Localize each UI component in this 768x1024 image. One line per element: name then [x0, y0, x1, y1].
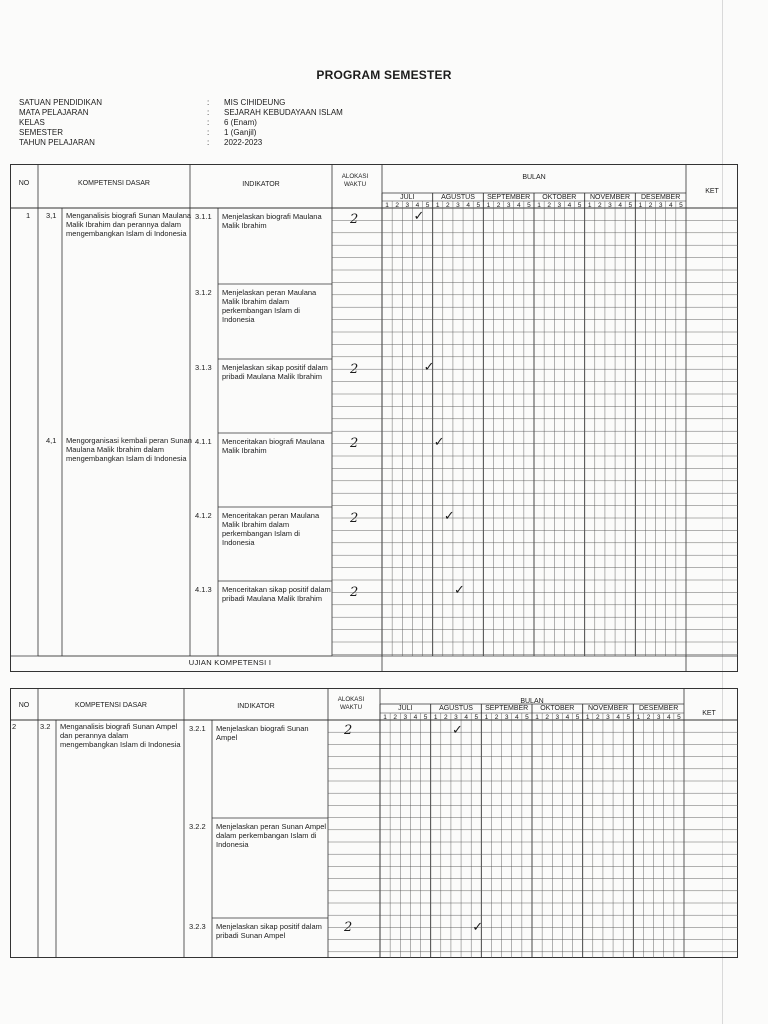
meta-colon: :: [207, 108, 210, 117]
week-number: 1: [537, 202, 541, 209]
alokasi-value: 2: [350, 511, 359, 526]
month-header: NOVEMBER: [589, 194, 631, 201]
meta-label: MATA PELAJARAN: [19, 108, 89, 117]
week-number: 1: [484, 714, 489, 721]
indikator-code: 4.1.3: [195, 585, 212, 594]
alokasi-value: 2: [344, 920, 353, 935]
week-number: 1: [383, 714, 387, 721]
indikator-code: 4.1.1: [195, 437, 212, 446]
week-number: 3: [405, 202, 410, 209]
week-number: 3: [656, 714, 661, 721]
week-number: 2: [648, 202, 653, 209]
week-number: 4: [514, 714, 519, 721]
alokasi-value: 2: [344, 723, 353, 738]
meta-value: 1 (Ganjil): [224, 128, 257, 137]
schedule-checkmark: ✓: [423, 360, 435, 375]
table-1-grid: [10, 164, 738, 672]
indikator-code: 4.1.2: [195, 511, 212, 520]
header-indikator: INDIKATOR: [242, 181, 280, 188]
week-number: 2: [393, 714, 397, 721]
header-kompetensi-dasar: KOMPETENSI DASAR: [75, 702, 147, 709]
week-number: 2: [395, 202, 399, 209]
week-number: 5: [525, 714, 529, 721]
week-number: 5: [425, 202, 430, 209]
month-header: JULI: [400, 194, 415, 201]
week-number: 2: [446, 202, 450, 209]
meta-label: KELAS: [19, 118, 45, 127]
week-number: 2: [596, 714, 600, 721]
week-number: 3: [555, 714, 560, 721]
week-number: 3: [504, 714, 509, 721]
kd-code: 3.2: [40, 722, 51, 731]
alokasi-value: 2: [350, 362, 359, 377]
week-number: 5: [679, 202, 683, 209]
indikator-text: Menjelaskan biografi Sunan Ampel: [216, 724, 309, 742]
ujian-kompetensi-label: UJIAN KOMPETENSI I: [188, 658, 272, 667]
indikator-code: 3.2.1: [189, 724, 206, 733]
week-number: 5: [476, 202, 481, 209]
week-number: 1: [435, 202, 440, 209]
header-kompetensi-dasar: KOMPETENSI DASAR: [78, 180, 150, 187]
week-number: 1: [486, 202, 491, 209]
meta-value: MIS CIHIDEUNG: [224, 98, 286, 107]
month-header: AGUSTUS: [439, 705, 473, 712]
schedule-checkmark: ✓: [472, 920, 484, 935]
indikator-text: Menjelaskan sikap positif dalam pribadi Sunan Ampel: [216, 922, 322, 940]
header-ket: KET: [702, 710, 716, 717]
week-number: 4: [516, 202, 521, 209]
indikator-text: Menjelaskan peran Maulana Malik Ibrahim dalam perkembangan Islam di Indonesia: [222, 288, 317, 324]
meta-colon: :: [207, 138, 210, 147]
month-header: DESEMBER: [641, 194, 681, 201]
kd-code: 3,1: [46, 211, 57, 220]
indikator-code: 3.2.2: [189, 822, 206, 831]
indikator-code: 3.2.3: [189, 922, 206, 931]
header-indikator: INDIKATOR: [237, 703, 275, 710]
week-number: 4: [413, 714, 418, 721]
indikator-code: 3.1.1: [195, 212, 212, 221]
week-number: 5: [575, 714, 580, 721]
row-number: 2: [12, 722, 17, 731]
week-number: 2: [494, 714, 499, 721]
header-ket: KET: [705, 188, 719, 195]
week-number: 3: [454, 714, 458, 721]
week-number: 4: [668, 202, 673, 209]
week-number: 1: [535, 714, 539, 721]
month-header: JULI: [398, 705, 413, 712]
week-number: 4: [415, 202, 420, 209]
week-number: 1: [638, 202, 643, 209]
week-number: 4: [466, 202, 470, 209]
month-header: DESEMBER: [639, 705, 679, 712]
row-number: 1: [26, 211, 31, 220]
indikator-text: Menceritakan biografi Maulana Malik Ibrahim: [222, 437, 325, 455]
alokasi-value: 2: [350, 436, 359, 451]
week-number: 3: [456, 202, 460, 209]
month-header: OKTOBER: [542, 194, 577, 201]
week-number: 3: [658, 202, 663, 209]
week-number: 5: [527, 202, 531, 209]
schedule-checkmark: ✓: [443, 509, 455, 524]
indikator-text: Menceritakan sikap positif dalam pribadi Maulana Malik Ibrahim: [222, 585, 331, 603]
header-alokasi-waktu: ALOKASI WAKTU: [341, 173, 369, 188]
week-number: 3: [557, 202, 562, 209]
program-table-2: [10, 688, 738, 958]
kd-text: Mengorganisasi kembali peran Sunan Maulana Malik Ibrahim dalam mengembangkan Islam di Indonesia: [66, 436, 192, 463]
week-number: 3: [606, 714, 610, 721]
week-number: 4: [616, 714, 620, 721]
schedule-checkmark: ✓: [433, 435, 445, 450]
meta-colon: :: [207, 118, 210, 127]
week-number: 2: [646, 714, 651, 721]
meta-label: SATUAN PENDIDIKAN: [19, 98, 102, 107]
schedule-checkmark: ✓: [413, 209, 425, 224]
header-bulan: BULAN: [522, 174, 546, 181]
alokasi-value: 2: [350, 212, 359, 227]
kd-text: Menganalisis biografi Sunan Maulana Malik Ibrahim dan perannya dalam mengembangkan Islam di Indonesia: [66, 211, 192, 238]
week-number: 2: [598, 202, 602, 209]
meta-label: SEMESTER: [19, 128, 64, 137]
month-header: OKTOBER: [540, 705, 575, 712]
week-number: 3: [608, 202, 612, 209]
week-number: 5: [577, 202, 582, 209]
month-header: SEPTEMBER: [485, 705, 529, 712]
week-number: 4: [567, 202, 572, 209]
header-bulan: BULAN: [520, 698, 544, 705]
kd-text: Menganalisis biografi Sunan Ampel dan perannya dalam mengembangkan Islam di Indonesia: [60, 722, 181, 749]
week-number: 4: [618, 202, 622, 209]
schedule-checkmark: ✓: [452, 723, 463, 738]
week-number: 4: [666, 714, 671, 721]
meta-value: SEJARAH KEBUDAYAAN ISLAM: [224, 108, 343, 117]
month-header: SEPTEMBER: [487, 194, 531, 201]
header-no: NO: [18, 702, 30, 709]
week-number: 2: [496, 202, 501, 209]
week-number: 3: [506, 202, 511, 209]
week-number: 5: [423, 714, 428, 721]
week-number: 5: [628, 202, 633, 209]
schedule-checkmark: ✓: [454, 583, 465, 598]
indikator-code: 3.1.3: [195, 363, 212, 372]
week-number: 2: [444, 714, 448, 721]
week-number: 5: [474, 714, 479, 721]
week-number: 5: [626, 714, 631, 721]
indikator-text: Menjelaskan biografi Maulana Malik Ibrahim: [222, 212, 322, 230]
week-number: 2: [545, 714, 549, 721]
kd-code: 4,1: [46, 436, 57, 445]
meta-label: TAHUN PELAJARAN: [19, 138, 95, 147]
week-number: 2: [547, 202, 551, 209]
week-number: 4: [464, 714, 468, 721]
page-title: PROGRAM SEMESTER: [316, 68, 452, 82]
indikator-text: Menceritakan peran Maulana Malik Ibrahim dalam perkembangan Islam di Indonesia: [222, 511, 320, 547]
meta-value: 6 (Enam): [224, 118, 257, 127]
meta-value: 2022-2023: [224, 138, 263, 147]
week-number: 4: [565, 714, 570, 721]
week-number: 1: [636, 714, 641, 721]
alokasi-value: 2: [350, 585, 359, 600]
header-no: NO: [18, 180, 30, 187]
meta-colon: :: [207, 98, 210, 107]
indikator-text: Menjelaskan sikap positif dalam pribadi Maulana Malik Ibrahim: [222, 363, 328, 381]
indikator-text: Menjelaskan peran Sunan Ampel dalam perkembangan Islam di Indonesia: [216, 822, 327, 849]
month-header: AGUSTUS: [441, 194, 475, 201]
week-number: 3: [403, 714, 408, 721]
week-number: 1: [585, 714, 590, 721]
indikator-code: 3.1.2: [195, 288, 212, 297]
week-number: 1: [433, 714, 438, 721]
meta-colon: :: [207, 128, 210, 137]
header-alokasi-waktu: ALOKASI WAKTU: [337, 696, 365, 711]
month-header: NOVEMBER: [587, 705, 629, 712]
program-table-1: [10, 164, 738, 672]
week-number: 5: [677, 714, 681, 721]
week-number: 1: [385, 202, 389, 209]
week-number: 1: [587, 202, 592, 209]
